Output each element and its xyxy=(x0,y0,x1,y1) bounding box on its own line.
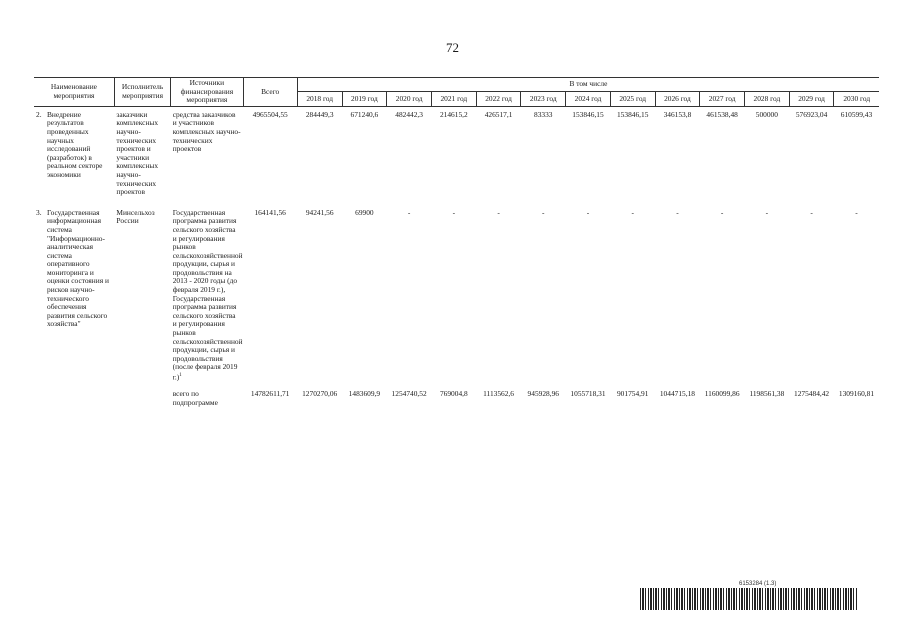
total-year-value: 945928,96 xyxy=(527,389,559,399)
year-value: 69900 xyxy=(355,207,374,217)
source-cell: средства заказчиков и участников комплексных научно-технических проектов xyxy=(172,109,241,154)
year-value: 94241,56 xyxy=(305,207,334,217)
row-number: 2. xyxy=(36,109,42,119)
total-year-value: 769004,8 xyxy=(439,389,468,399)
year-value: 482442,3 xyxy=(395,109,423,119)
header-source: Источники финансирования мероприятия xyxy=(171,78,243,107)
header-year: 2018 год xyxy=(297,92,342,106)
header-year: 2020 год xyxy=(387,92,432,106)
total-year-value: 901754,91 xyxy=(616,389,649,399)
barcode-label: 6153284 (1.3) xyxy=(739,581,777,587)
header-year: 2022 год xyxy=(476,92,521,106)
total-year-value: 1044715,18 xyxy=(659,389,695,399)
total-row xyxy=(34,382,879,407)
header-year: 2023 год xyxy=(521,92,566,106)
source-cell xyxy=(171,197,243,382)
year-value: 610599,43 xyxy=(840,109,873,119)
total-year-value: 1198561,38 xyxy=(749,389,785,399)
executor-cell: заказчики комплексных научно-технических проектов и участники комплексных научно-технических проектов xyxy=(116,109,159,197)
year-value: - xyxy=(542,207,545,217)
total-year-value: 1254740,52 xyxy=(391,389,427,399)
header-year: 2030 год xyxy=(834,92,879,106)
total-year-value: 1270270,06 xyxy=(302,389,338,399)
header-including: В том числе xyxy=(297,78,879,92)
header-year: 2026 год xyxy=(655,92,700,106)
page-number: 72 xyxy=(446,40,459,55)
year-value: - xyxy=(855,207,858,217)
total-cell: 164141,56 xyxy=(254,207,286,217)
table-row xyxy=(34,106,879,196)
header-year: 2019 год xyxy=(342,92,387,106)
year-value: - xyxy=(497,207,500,217)
year-value: - xyxy=(810,207,813,217)
year-value: 214615,2 xyxy=(439,109,468,119)
total-label: всего по подпрограмме xyxy=(172,389,218,407)
activity-name-cell xyxy=(34,197,114,382)
year-value: 576923,04 xyxy=(795,109,828,119)
total-year-value: 1309160,81 xyxy=(838,389,875,399)
year-value: 284449,3 xyxy=(305,109,334,119)
executor-cell: Минсельхоз России xyxy=(116,207,155,226)
header-total: Всего xyxy=(243,78,297,107)
year-value: 671240,6 xyxy=(350,109,379,119)
funding-table xyxy=(34,77,879,407)
header-year: 2029 год xyxy=(789,92,834,106)
source-text: Государственная программа развития сельского хозяйства и регулирования рынков сельскохозяйственной продукции, сырья и продовольствия на 2013 - 2020 годы (до февраля 2019 г.), Государственная программа развития сельского хозяйства и регулирования рынков сельскохозяйственной продукции, сырья и продовольствия (после февраля 2019 г.) xyxy=(172,207,243,382)
header-executor: Исполнитель мероприятия xyxy=(114,78,170,107)
activity-name: Внедрение результатов проведенных научных исследований (разработок) в реальном секторе экономики xyxy=(47,109,103,179)
year-value: 461538,48 xyxy=(706,109,738,119)
year-value: 500000 xyxy=(755,109,778,119)
year-value: - xyxy=(407,207,411,217)
year-value: - xyxy=(765,207,769,217)
year-value: - xyxy=(631,207,634,217)
total-year-value: 1055718,31 xyxy=(570,389,606,399)
header-year: 2024 год xyxy=(566,92,611,106)
year-value: 153846,15 xyxy=(572,109,604,119)
header-name: Наименование мероприятия xyxy=(34,78,114,107)
footnote-marker: 1 xyxy=(179,373,182,378)
year-value: - xyxy=(586,207,590,217)
year-value: - xyxy=(720,207,724,217)
total-cell: 4965504,55 xyxy=(252,109,288,119)
year-value: 426517,1 xyxy=(484,109,513,119)
total-year-value: 1160099,86 xyxy=(704,389,740,399)
total-year-value: 1275484,42 xyxy=(794,389,830,399)
year-value: 83333 xyxy=(534,109,553,119)
header-year: 2028 год xyxy=(745,92,790,106)
year-value: - xyxy=(452,207,456,217)
header-year: 2025 год xyxy=(610,92,655,106)
year-value: 346153,8 xyxy=(663,109,692,119)
barcode xyxy=(640,588,858,610)
header-year: 2021 год xyxy=(431,92,476,106)
year-value: - xyxy=(676,207,679,217)
total-year-value: 1483609,9 xyxy=(348,389,381,399)
grand-total-cell: 14782611,71 xyxy=(250,389,290,399)
header-year: 2027 год xyxy=(700,92,745,106)
total-year-value: 1113562,6 xyxy=(483,389,514,399)
row-number: 3. xyxy=(36,207,42,217)
year-value: 153846,15 xyxy=(616,109,649,119)
table-row xyxy=(34,197,879,382)
activity-name: Государственная информационная система "Информационно-аналитическая система оперативного мониторинга и оценки состояния и рисков научно-технического обеспечения развития сельского хозяйства" xyxy=(47,207,109,329)
activity-name-cell xyxy=(34,106,114,196)
